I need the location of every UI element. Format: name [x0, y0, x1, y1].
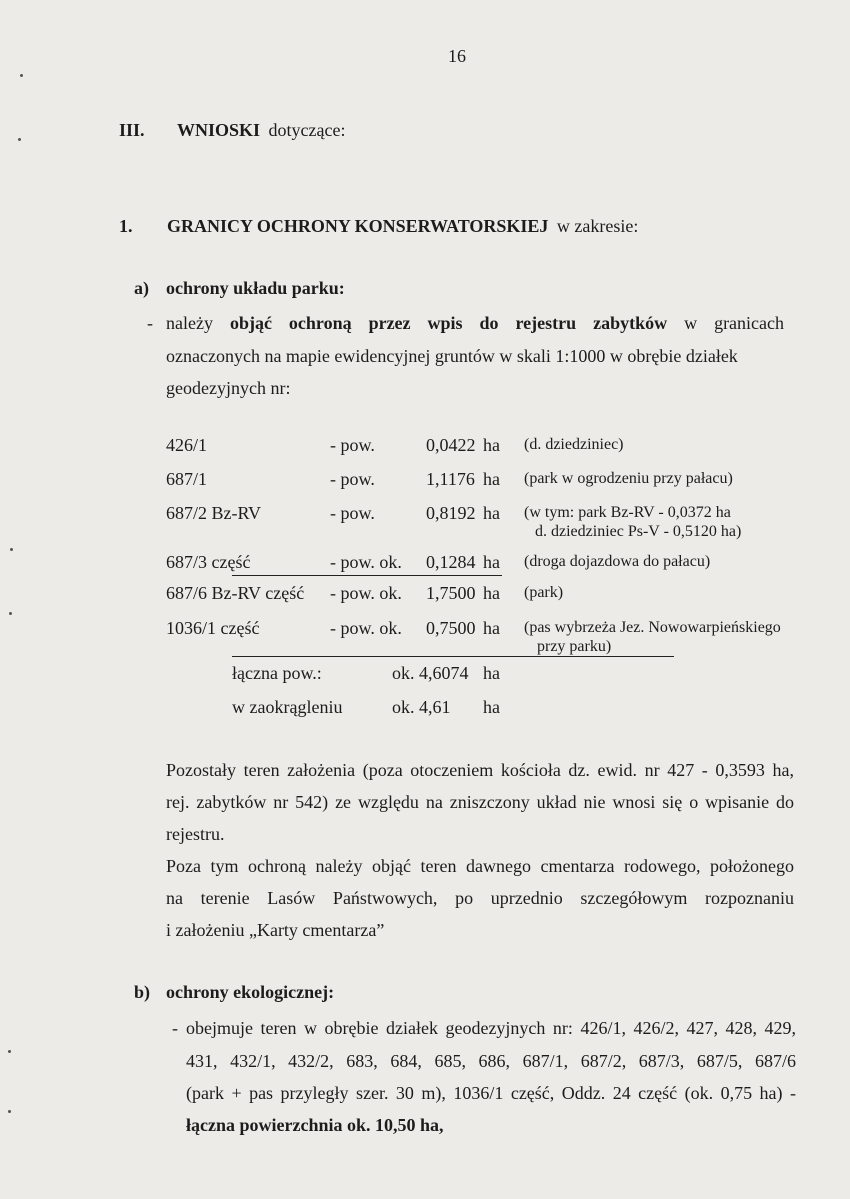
part-b-total: łączna powierzchnia ok. 10,50 ha,: [186, 1115, 444, 1135]
part-a-bullet: -: [147, 313, 153, 333]
parcel-pow: - pow.: [330, 469, 375, 489]
section-title: WNIOSKI: [177, 120, 261, 140]
parcel-number: 687/2 Bz-RV: [166, 503, 262, 523]
total-rule: [232, 656, 674, 657]
rounded-label: w zaokrągleniu: [232, 697, 343, 717]
parcel-note-cont: d. dziedziniec Ps-V - 0,5120 ha): [535, 523, 742, 540]
part-a-intro-line3: geodezyjnych nr:: [166, 378, 291, 398]
section-numeral: III.: [119, 120, 145, 140]
parcel-area: 1,1176: [426, 469, 475, 489]
parcel-number: 426/1: [166, 435, 208, 455]
scan-speck: [8, 1110, 11, 1113]
parcel-number: 1036/1 część: [166, 618, 260, 638]
page-number: 16: [448, 46, 466, 66]
rounded-value: 4,61: [419, 697, 451, 717]
parcel-area: 0,0422: [426, 435, 476, 455]
parcel-unit: ha: [483, 552, 500, 572]
total-label: łączna pow.:: [232, 663, 322, 683]
rounded-ok: ok.: [392, 697, 415, 717]
part-a-title: ochrony układu parku:: [166, 278, 345, 298]
parcel-number: 687/3 część: [166, 552, 251, 572]
scan-speck: [8, 1050, 11, 1053]
intro-post: w granicach: [684, 313, 785, 333]
parcel-note: (droga dojazdowa do pałacu): [524, 553, 711, 570]
para2-line3: i założeniu „Karty cmentarza”: [166, 920, 385, 940]
intro-bold: objąć ochroną przez wpis do rejestru zabytków: [229, 313, 668, 333]
part-a-label: a): [134, 278, 149, 298]
part-b-label: b): [134, 982, 151, 1002]
part-b-title: ochrony ekologicznej:: [166, 982, 335, 1002]
parcel-unit: ha: [483, 503, 500, 523]
rounded-unit: ha: [483, 697, 500, 717]
para1-line1: Pozostały teren założenia (poza otoczeniem kościoła dz. ewid. nr 427 - 0,3593 ha,: [166, 760, 794, 780]
parcel-pow: - pow. ok.: [330, 583, 402, 603]
parcel-note-cont: przy parku): [537, 638, 612, 655]
part-a-intro-line2: oznaczonych na mapie ewidencyjnej gruntów w skali 1:1000 w obrębie działek: [166, 346, 738, 366]
parcel-unit: ha: [483, 435, 500, 455]
part-a-intro-line1: [166, 313, 784, 334]
total-value: 4,6074: [419, 663, 469, 683]
part-b-line2: 431, 432/1, 432/2, 683, 684, 685, 686, 687/1, 687/2, 687/3, 687/5, 687/6: [186, 1051, 796, 1071]
scan-speck: [18, 138, 21, 141]
subsection-number: 1.: [119, 216, 133, 236]
part-b-bullet: -: [172, 1018, 178, 1038]
parcel-note: (park): [524, 584, 564, 601]
subsection-title: GRANICY OCHRONY KONSERWATORSKIEJ: [167, 216, 549, 236]
parcel-number: 687/1: [166, 469, 208, 489]
parcel-note: (d. dziedziniec): [524, 436, 624, 453]
scan-speck: [10, 548, 13, 551]
scan-speck: [9, 612, 12, 615]
para2-line2: na terenie Lasów Państwowych, po uprzednio szczegółowym rozpoznaniu: [166, 888, 794, 908]
para2-line1: Poza tym ochroną należy objąć teren dawnego cmentarza rodowego, położonego: [166, 856, 794, 876]
parcel-unit: ha: [483, 583, 500, 603]
parcel-area: 0,8192: [426, 503, 476, 523]
parcel-unit: ha: [483, 618, 500, 638]
parcel-note: (pas wybrzeża Jez. Nowowarpieńskiego: [524, 619, 781, 636]
parcel-note: (w tym: park Bz-RV - 0,0372 ha: [524, 504, 731, 521]
underline-rule: [232, 575, 502, 576]
total-unit: ha: [483, 663, 500, 683]
scan-speck: [20, 74, 23, 77]
subsection-rest: w zakresie:: [556, 216, 639, 236]
para1-line2: rej. zabytków nr 542) ze względu na zniszczony układ nie wnosi się o wpisanie do: [166, 792, 794, 812]
parcel-note: (park w ogrodzeniu przy pałacu): [524, 470, 733, 487]
parcel-area: 0,1284: [426, 552, 476, 572]
total-ok: ok.: [392, 663, 415, 683]
section-rest: dotyczące:: [268, 120, 346, 140]
parcel-pow: - pow. ok.: [330, 552, 402, 572]
subsection-heading: [119, 216, 638, 237]
parcel-pow: - pow.: [330, 503, 375, 523]
parcel-pow: - pow.: [330, 435, 375, 455]
parcel-number: 687/6 Bz-RV część: [166, 583, 305, 603]
section-heading: [119, 120, 346, 141]
parcel-area: 0,7500: [426, 618, 476, 638]
para1-line3: rejestru.: [166, 824, 225, 844]
parcel-area: 1,7500: [426, 583, 476, 603]
parcel-note-cont-wrap: [537, 610, 545, 628]
intro-pre: należy: [166, 313, 213, 333]
part-b-line3: (park + pas przyległy szer. 30 m), 1036/1 część, Oddz. 24 część (ok. 0,75 ha) -: [186, 1083, 796, 1103]
parcel-pow: - pow. ok.: [330, 618, 402, 638]
parcel-unit: ha: [483, 469, 500, 489]
part-b-line1: obejmuje teren w obrębie działek geodezyjnych nr: 426/1, 426/2, 427, 428, 429,: [186, 1018, 796, 1038]
